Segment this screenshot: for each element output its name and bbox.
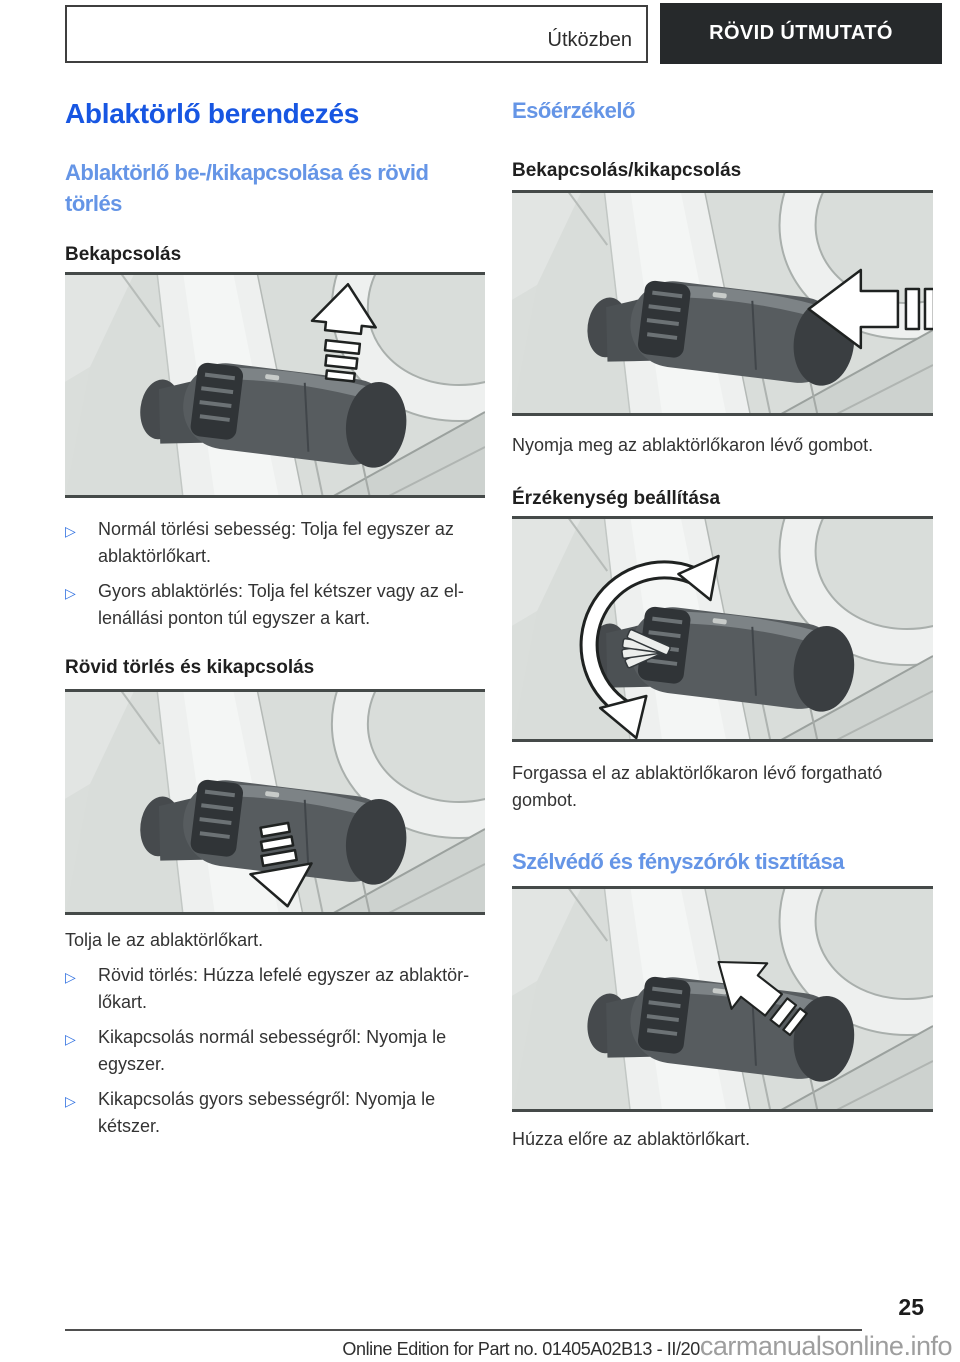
caption-forgassa: Forgassa el az ablaktörlőkaron lévő forgatható gombot.	[512, 763, 883, 810]
bullet-text: Gyors ablaktörlés: Tolja fel kétszer vagy az ellenállási ponton túl egyszer a kart.	[98, 581, 464, 628]
footer-watermark: carmanualsonline.info	[699, 1331, 952, 1361]
heading-rovid-torles: Rövid törlés és kikapcsolás	[65, 657, 315, 678]
footer-line	[0, 1331, 952, 1362]
subsection-title-washing: Szélvédő és fényszórók tisztítása	[512, 849, 844, 874]
bullet-triangle-icon: ▷	[65, 1093, 76, 1109]
bullet-text: Kikapcsolás normál sebességről: Nyomja le egyszer.	[98, 1027, 447, 1074]
header-section-box	[65, 5, 648, 63]
list-item	[65, 962, 485, 1016]
column-left	[65, 97, 485, 1148]
list-item	[65, 1024, 485, 1078]
caption-huzza-elore: Húzza előre az ablaktörlőkart.	[512, 1129, 751, 1149]
caption-nyomja-meg: Nyomja meg az ablaktörlőkaron lévő gombot.	[512, 435, 874, 455]
figure-pull-forward	[512, 886, 933, 1112]
bullet-triangle-icon: ▷	[65, 1031, 76, 1047]
bullet-triangle-icon: ▷	[65, 585, 76, 601]
figure-wiper-push-down	[65, 689, 485, 915]
header-section-label: Útközben	[547, 29, 632, 51]
subsection-title-wiper-on-off: Ablaktörlő be-/kikapcsolása és rövid törlés	[65, 160, 429, 216]
caption-tolja-le: Tolja le az ablaktörlőkart.	[65, 930, 264, 950]
header-chapter-label: RÖVID ÚTMUTATÓ	[709, 22, 893, 44]
figure-rotate-knob	[512, 516, 933, 742]
list-item	[65, 516, 485, 570]
bullet-text: Rövid törlés: Húzza lefelé egyszer az ablaktörlőkart.	[98, 965, 470, 1012]
subsection-title-rain-sensor: Esőérzékelő	[512, 98, 635, 123]
column-right	[512, 97, 933, 1161]
header-chapter-box	[660, 3, 942, 64]
list-item	[65, 1086, 485, 1140]
bullet-triangle-icon: ▷	[65, 969, 76, 985]
list-item	[65, 578, 485, 632]
bullet-list-wiper-on	[65, 516, 485, 632]
bullet-list-wiper-off	[65, 962, 485, 1140]
heading-erzekenyseg: Érzékenység beállítása	[512, 488, 721, 509]
figure-wiper-push-up	[65, 272, 485, 498]
heading-bekapcsolas: Bekapcsolás	[65, 244, 182, 265]
footer-edition-note: Online Edition for Part no. 01405A02B13 - II/20	[342, 1339, 700, 1359]
heading-be-kikapcsolas: Bekapcsolás/kikapcsolás	[512, 160, 742, 181]
bullet-triangle-icon: ▷	[65, 523, 76, 539]
figure-press-button	[512, 190, 933, 416]
bullet-text: Normál törlési sebesség: Tolja fel egyszer az ablaktörlőkart.	[98, 519, 454, 566]
bullet-text: Kikapcsolás gyors sebességről: Nyomja le kétszer.	[98, 1089, 436, 1136]
page-title: Ablaktörlő berendezés	[65, 98, 360, 129]
footer-page-number: 25	[898, 1294, 924, 1320]
